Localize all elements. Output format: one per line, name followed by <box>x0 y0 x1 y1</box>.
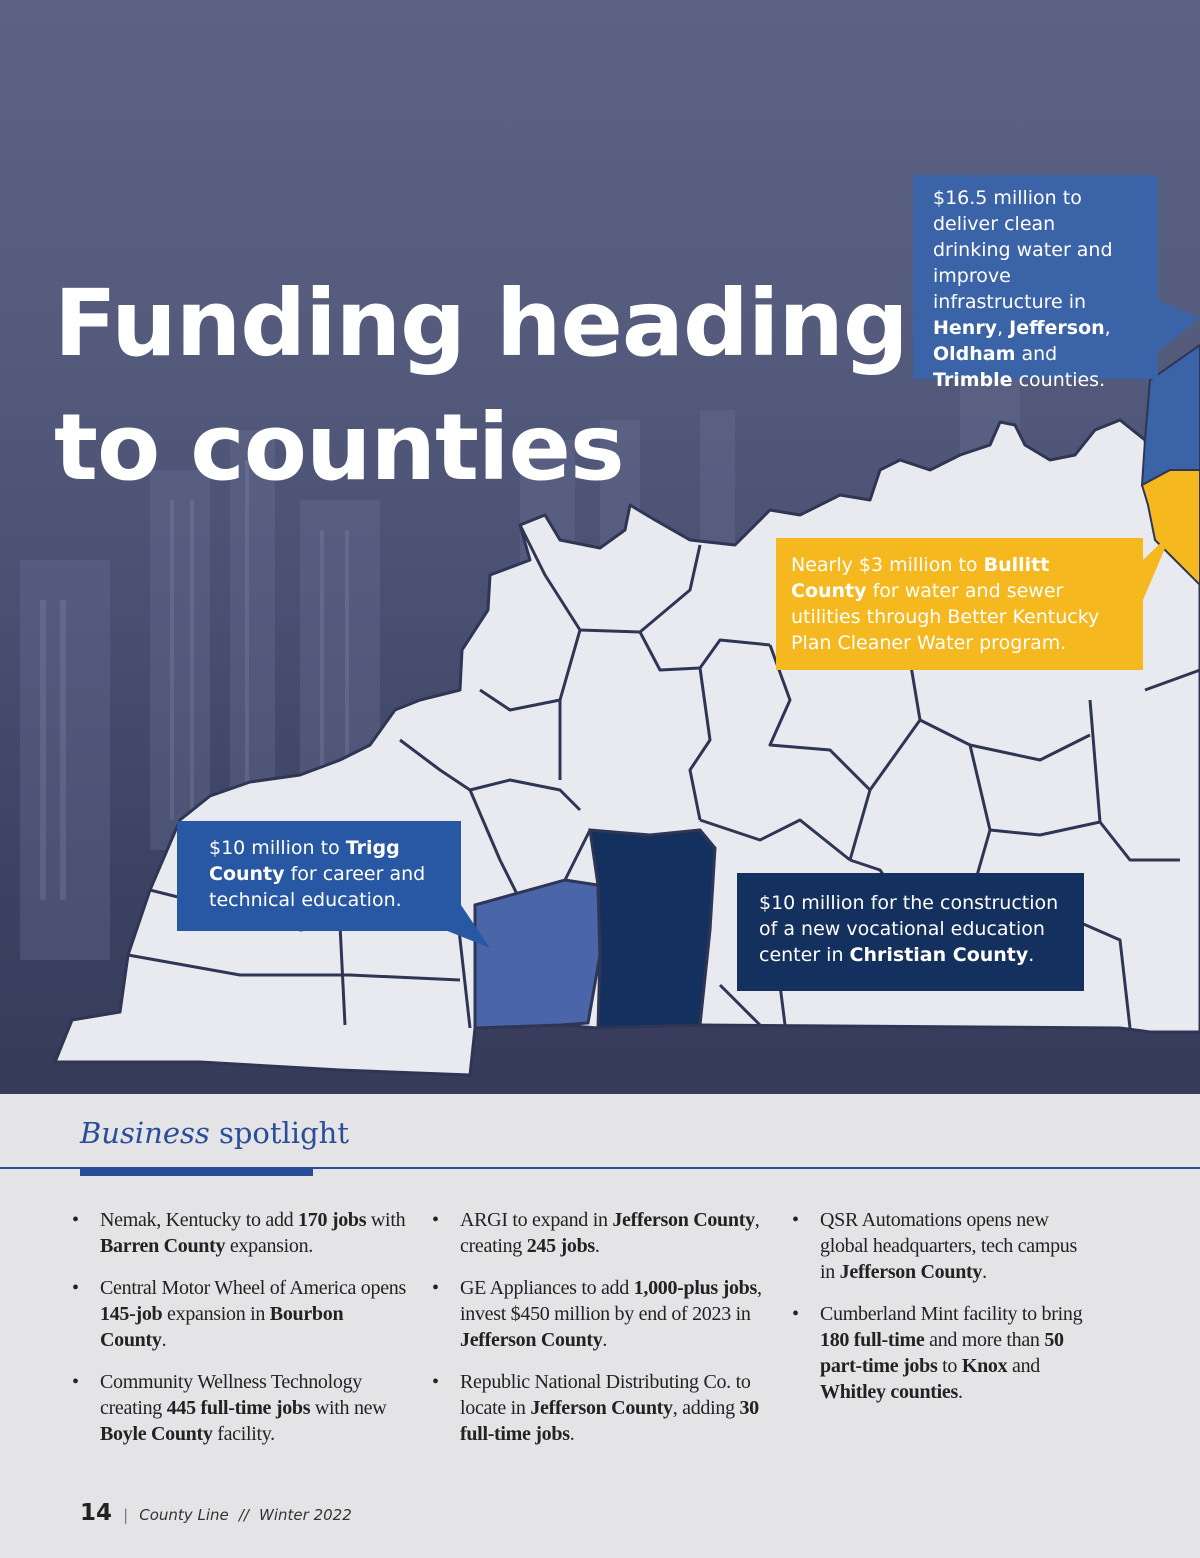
christian-county-highlight <box>590 830 715 1028</box>
business-spotlight-heading <box>80 1116 349 1150</box>
henry-county-label: Henry <box>933 317 998 339</box>
issue-date: Winter 2022 <box>259 1506 352 1524</box>
trigg-county-callout: $10 million to Trigg County for career and technical education. <box>177 821 461 931</box>
title-line-2: to counties <box>54 394 624 501</box>
spotlight-item: • ARGI to expand in Jefferson County, creating 245 jobs. <box>432 1207 762 1259</box>
henry-callout-pointer <box>1158 300 1200 352</box>
christian-county-callout: $10 million for the construction of a new vocational education center in Christian County. <box>737 873 1084 991</box>
page-footer <box>80 1500 352 1526</box>
section-divider-accent <box>80 1167 313 1176</box>
spotlight-item: • Community Wellness Technology creating 445 full-time jobs with new Boyle County facility. <box>72 1369 407 1447</box>
christian-county-label: Christian County <box>849 944 1029 966</box>
spotlight-item: • GE Appliances to add 1,000-plus jobs, invest $450 million by end of 2023 in Jefferson County. <box>432 1275 762 1353</box>
oldham-county-label: Oldham <box>933 343 1016 365</box>
trigg-county-highlight <box>475 880 600 1028</box>
spotlight-item: • Republic National Distributing Co. to locate in Jefferson County, adding 30 full-time jobs. <box>432 1369 762 1447</box>
heading-italic-word: Business <box>80 1116 210 1150</box>
bullitt-county-callout: Nearly $3 million to Bullitt County for water and sewer utilities through Better Kentucky Plan Cleaner Water program. <box>776 538 1143 670</box>
footer-separator: | <box>123 1506 129 1524</box>
trimble-county-label: Trimble <box>933 369 1013 391</box>
heading-rest: spotlight <box>209 1116 349 1150</box>
title-line-1: Funding heading <box>54 270 908 377</box>
footer-slashes: // <box>238 1506 249 1524</box>
henry-jefferson-oldham-trimble-callout: $16.5 million to deliver clean drinking water and improve infrastructure in Henry, Jefferson, Oldham and Trimble counties. <box>913 175 1158 379</box>
publication-name: County Line <box>139 1506 229 1524</box>
bullitt-county-label: Bullitt County <box>791 554 1050 602</box>
jefferson-county-label: Jefferson <box>1009 317 1105 339</box>
spotlight-item: • QSR Automations opens new global headquarters, tech campus in Jefferson County. <box>792 1207 1092 1285</box>
spotlight-item: • Nemak, Kentucky to add 170 jobs with Barren County expansion. <box>72 1207 407 1259</box>
spotlight-column-1 <box>72 1207 407 1463</box>
spotlight-item: • Cumberland Mint facility to bring 180 full-time and more than 50 part-time jobs to Knox and Whitley counties. <box>792 1301 1092 1405</box>
spotlight-column-3 <box>792 1207 1092 1421</box>
page-number: 14 <box>80 1500 113 1526</box>
trigg-county-label: Trigg County <box>209 837 400 885</box>
spotlight-column-2 <box>432 1207 762 1463</box>
spotlight-item: • Central Motor Wheel of America opens 145-job expansion in Bourbon County. <box>72 1275 407 1353</box>
